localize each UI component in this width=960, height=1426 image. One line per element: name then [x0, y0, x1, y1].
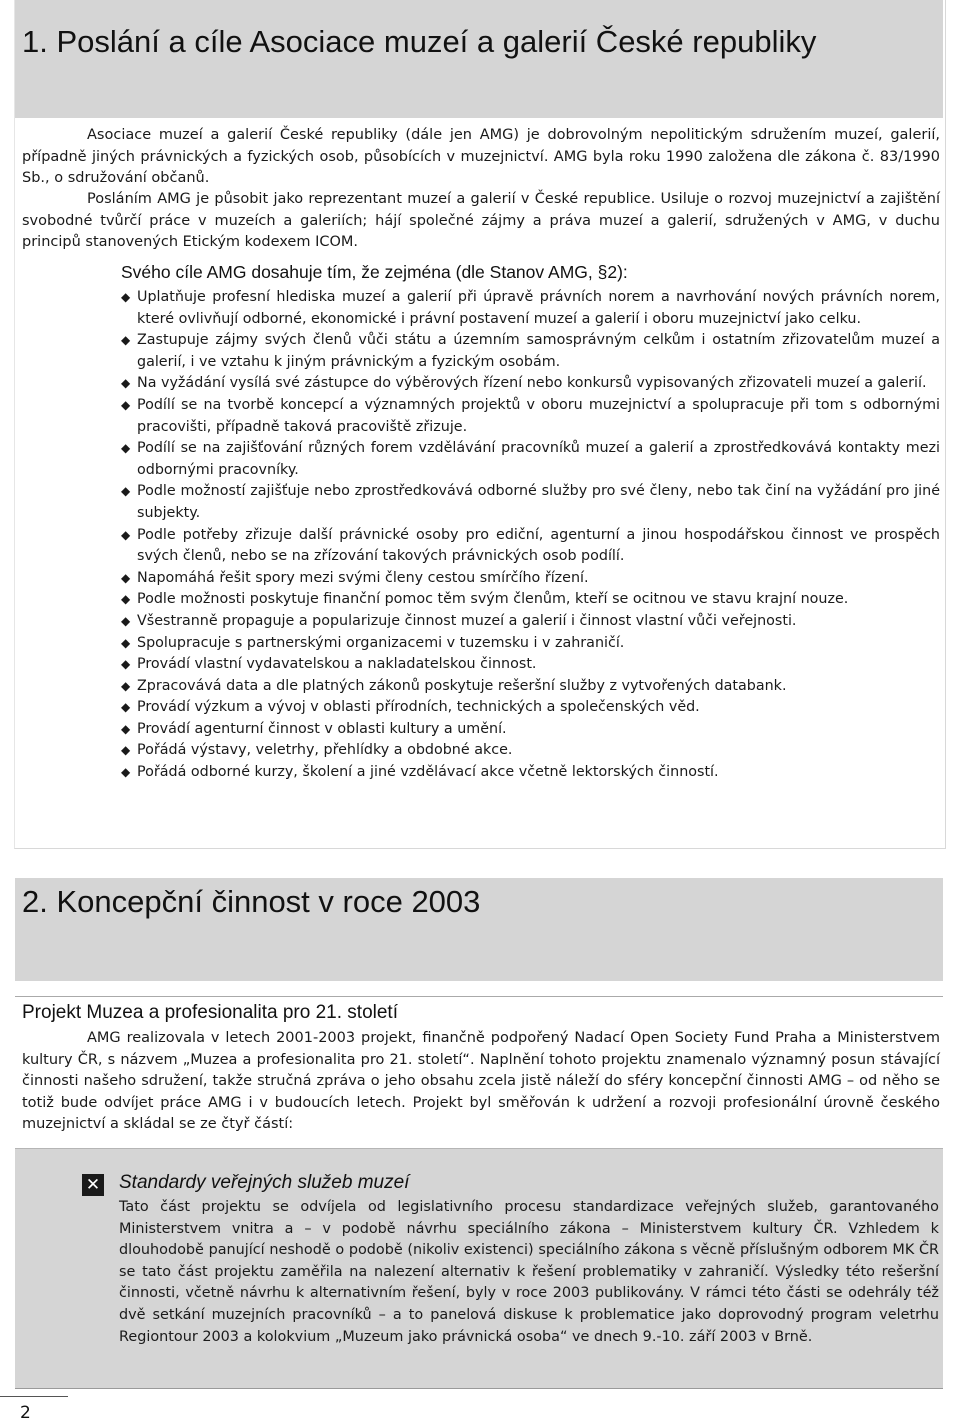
diamond-bullet-icon: ◆: [121, 376, 131, 391]
list-item: ◆ Podílí se na zajišťování různých forem vzdělávání pracovníků muzeí a galerií a zprostředkovává kontakty mezi odbornými pracovníky.: [121, 440, 940, 478]
diamond-bullet-icon: ◆: [121, 592, 131, 607]
diamond-bullet-icon: ◆: [121, 700, 131, 715]
goals-heading: Svého cíle AMG dosahuje tím, že zejména (dle Stanov AMG, §2):: [121, 262, 628, 282]
list-item: ◆ Uplatňuje profesní hlediska muzeí a galerií při úpravě právních norem a navrhování nových právních norem, které ovlivňují odborné, ekonomické i právní postavení muzeí a galerií i oboru muzejnictví jako celku.: [121, 289, 940, 327]
list-item: ◆ Podle možnosti poskytuje finanční pomoc těm svým členům, kteří se ocitnou ve stavu krajní nouze.: [121, 589, 940, 611]
list-item: ◆ Provádí výzkum a vývoj v oblasti přírodních, technických a společenských věd.: [121, 697, 940, 719]
diamond-bullet-icon: ◆: [121, 721, 131, 736]
list-item: ◆ Na vyžádání vysílá své zástupce do výběrových řízení nebo konkursů vypisovaných zřizovateli muzeí a galerií.: [121, 373, 940, 395]
intro-paragraph: Asociace muzeí a galerií České republiky (dále jen AMG) je dobrovolným nepolitickým sdružením muzeí, galerií, případně jiných právnických a fyzických osob, působících v muzejnictví. AMG byla roku 1990 založena dle zákona č. 83/1990 Sb., o sdružování občanů.: [22, 127, 940, 186]
part-1-box-top-rule: [15, 1148, 943, 1149]
list-item: ◆ Provádí vlastní vydavatelskou a nakladatelskou činnost.: [121, 654, 940, 676]
list-item: ◆ Napomáhá řešit spory mezi svými členy cestou smírčího řízení.: [121, 568, 940, 590]
list-item: ◆ Zpracovává data a dle platných zákonů poskytuje rešeršní služby z vytvořených databank.: [121, 676, 940, 698]
project-heading: Projekt Muzea a profesionalita pro 21. století: [22, 1002, 398, 1023]
list-item: ◆ Zastupuje zájmy svých členů vůči státu a územním samosprávným celkům i ostatním zřizovatelům muzeí a galerií, i ve vztahu k jiným právnickým a fyzickým osobám.: [121, 332, 940, 370]
page-number: 2: [20, 1403, 31, 1423]
check-box-icon: ✕: [82, 1174, 104, 1196]
part-1-box-bottom-rule: [15, 1388, 943, 1389]
list-item: ◆ Pořádá odborné kurzy, školení a jiné vzdělávací akce včetně lektorských činností.: [121, 762, 940, 784]
list-item: ◆ Pořádá výstavy, veletrhy, přehlídky a obdobné akce.: [121, 740, 940, 762]
diamond-bullet-icon: ◆: [121, 527, 131, 542]
diamond-bullet-icon: ◆: [121, 635, 131, 650]
diamond-bullet-icon: ◆: [121, 743, 131, 758]
diamond-bullet-icon: ◆: [121, 333, 131, 348]
list-item: ◆ Podle možností zajišťuje nebo zprostředkovává odborné služby pro své členy, nebo tak činí na vyžádání pro jiné subjekty.: [121, 483, 940, 521]
part-1-paragraph: Tato část projektu se odvíjela od legislativního procesu standardizace veřejných služeb, garantovaného Ministerstvem vnitra a – v podobě návrhu speciálního zákona – Ministerstvem kultury ČR. Vzhledem k dlouhodobě panující neshodě o podobě (nikoliv existenci) speciálního zákona s věcně příslušným odborem MK ČR se tato část projektu zaměřila na nalezení alternativ k řešení problematiky v zahraničí. Výsledky této rešeršní činnosti, včetně návrhu k alternativním řešení, byly v roce 2003 publikovány. V rámci této části se odehrály též dvě setkání muzejních pracovníků – a to panelová diskuse k problematice jako doprovodný program veletrhu Regiontour 2003 a kolokvium „Muzeum jako právnická osoba“ ve dnech 9.-10. září 2003 v Brně.: [119, 1199, 939, 1345]
project-paragraph: AMG realizovala v letech 2001-2003 projekt, finančně podpořený Nadací Open Society Fund Praha a Ministerstvem kultury ČR, s názvem „Muzea a profesionalita pro 21. století“. Naplnění tohoto projektu znamenalo významný posun stávající činnosti našeho sdružení, takže stručná zpráva o jeho obsahu zcela jistě náleží do sféry koncepční činnosti AMG – od něho se totiž bude odvíjet práce AMG i v budoucích letech. Projekt byl směřován k udržení a rozvoji profesionální úrovně českého muzejnictví a skládal se ze čtyř částí:: [22, 1030, 940, 1132]
diamond-bullet-icon: ◆: [121, 765, 131, 780]
section-2-divider: [15, 996, 943, 997]
diamond-bullet-icon: ◆: [121, 678, 131, 693]
part-1-title: Standardy veřejných služeb muzeí: [119, 1172, 410, 1193]
diamond-bullet-icon: ◆: [121, 570, 131, 585]
list-item: ◆ Podílí se na tvorbě koncepcí a významných projektů v oboru muzejnictví a spolupracuje při tom s odbornými pracovišti, případně taková pracoviště zřizuje.: [121, 396, 940, 435]
list-item: ◆ Podle potřeby zřizuje další právnické osoby pro ediční, agenturní a jinou hospodářskou činnost ve prospěch svých členů, nebo se na zřízování takových právnických osob podílí.: [121, 526, 940, 565]
diamond-bullet-icon: ◆: [121, 613, 131, 628]
section-2-title: 2. Koncepční činnost v roce 2003: [22, 884, 481, 919]
list-item: ◆ Všestranně propaguje a popularizuje činnost muzeí a galerií i činnost vlastní vůči veřejnosti.: [121, 611, 940, 633]
diamond-bullet-icon: ◆: [121, 441, 131, 456]
goals-list: [121, 287, 940, 784]
section-1-title: 1. Poslání a cíle Asociace muzeí a galerií České republiky: [22, 24, 817, 59]
list-item: ◆ Provádí agenturní činnost v oblasti kultury a umění.: [121, 719, 940, 741]
diamond-bullet-icon: ◆: [121, 290, 131, 304]
diamond-bullet-icon: ◆: [121, 397, 131, 412]
diamond-bullet-icon: ◆: [121, 657, 131, 672]
list-item: ◆ Spolupracuje s partnerskými organizacemi v tuzemsku i v zahraničí.: [121, 633, 940, 655]
mission-paragraph: Posláním AMG je působit jako reprezentant muzeí a galerií v České republice. Usiluje o rozvoj muzejnictví a zajištění svobodné tvůrčí práce v muzeích a galeriích; hájí společné zájmy a práva muzeí a galerií, sdružených v AMG, v duchu principů stanovených Etickým kodexem ICOM.: [22, 191, 940, 250]
diamond-bullet-icon: ◆: [121, 484, 131, 499]
footer-rule: [0, 1396, 68, 1397]
